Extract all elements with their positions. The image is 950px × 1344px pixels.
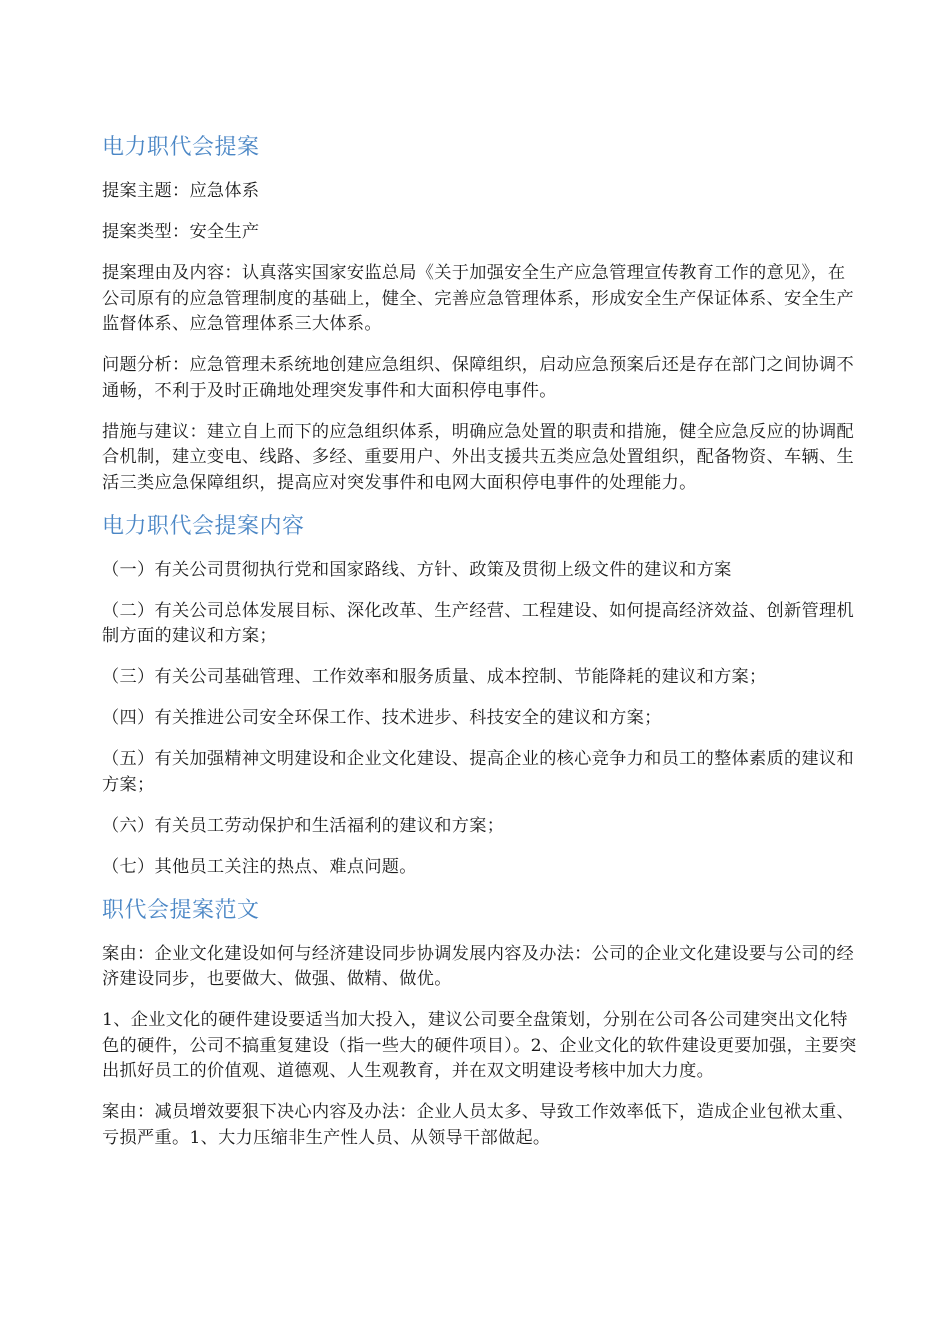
proposal-topic: 提案主题：应急体系 bbox=[102, 181, 260, 201]
section-heading-proposal-content: 电力职代会提案内容 bbox=[102, 513, 305, 539]
sample-case-2: 案由：减员增效要狠下决心内容及办法：企业人员太多、导致工作效率低下，造成企业包袱太重、亏损严重。1、大力压缩非生产性人员、从领导干部做起。 bbox=[102, 1102, 854, 1148]
content-item-6: （六）有关员工劳动保护和生活福利的建议和方案； bbox=[102, 815, 505, 836]
problem-analysis: 问题分析：应急管理未系统地创建应急组织、保障组织，启动应急预案后还是存在部门之间协调不通畅，不利于及时正确地处理突发事件和大面积停电事件。 bbox=[102, 355, 854, 401]
content-item-5: （五）有关加强精神文明建设和企业文化建设、提高企业的核心竞争力和员工的整体素质的建议和方案； bbox=[102, 749, 854, 795]
content-item-2: （二）有关公司总体发展目标、深化改革、生产经营、工程建设、如何提高经济效益、创新管理机制方面的建议和方案； bbox=[102, 600, 854, 646]
proposal-type: 提案类型：安全生产 bbox=[102, 222, 260, 242]
document-content bbox=[102, 133, 862, 1167]
sample-case-1: 案由：企业文化建设如何与经济建设同步协调发展内容及办法：公司的企业文化建设要与公司的经济建设同步，也要做大、做强、做精、做优。 bbox=[102, 943, 854, 989]
section-heading-sample: 职代会提案范文 bbox=[102, 897, 260, 923]
proposal-reason: 提案理由及内容：认真落实国家安监总局《关于加强安全生产应急管理宣传教育工作的意见》，在公司原有的应急管理制度的基础上，健全、完善应急管理体系，形成安全生产保证体系、安全生产监督体系、应急管理体系三大体系。 bbox=[102, 263, 854, 334]
measures-suggestions: 措施与建议：建立自上而下的应急组织体系，明确应急处置的职责和措施，健全应急反应的协调配合机制，建立变电、线路、多经、重要用户、外出支援共五类应急处置组织，配备物资、车辆、生活三类应急保障组织，提高应对突发事件和电网大面积停电事件的处理能力。 bbox=[102, 421, 854, 493]
sample-case-1-details: 1、企业文化的硬件建设要适当加大投入，建议公司要全盘策划，分别在公司各公司建突出文化特色的硬件，公司不搞重复建设（指一些大的硬件项目）。2、企业文化的软件建设更要加强，主要突出抓好员工的价值观、道德观、人生观教育，并在双文明建设考核中加大力度。 bbox=[102, 1010, 857, 1081]
content-item-1: （一）有关公司贯彻执行党和国家路线、方针、政策及贯彻上级文件的建议和方案 bbox=[102, 559, 732, 580]
content-item-3: （三）有关公司基础管理、工作效率和服务质量、成本控制、节能降耗的建议和方案； bbox=[102, 667, 767, 687]
content-item-4: （四）有关推进公司安全环保工作、技术进步、科技安全的建议和方案； bbox=[102, 708, 662, 728]
content-item-7: （七）其他员工关注的热点、难点问题。 bbox=[102, 856, 417, 877]
section-heading-proposal: 电力职代会提案 bbox=[102, 135, 260, 160]
